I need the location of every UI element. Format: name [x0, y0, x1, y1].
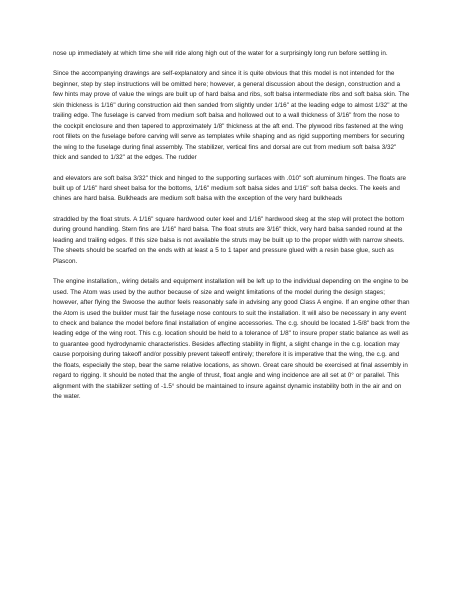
paragraph-float-struts: straddled by the float struts. A 1/16" square hardwood outer keel and 1/16" hardwood skeg at the step will protect the bottom during ground handling. Stern fins are 1/16" hard balsa. The float struts are 3/16" thick, very hard balsa sanded round at the leading and trailing edges. If this size balsa is not available the struts may be built up to the proper width with narrow sheets. The sheets should be scarfed on the ends with at least a 5 to 1 taper and pressure glued with a resin base glue, such as Plascon. [53, 215, 405, 265]
document-page [53, 49, 410, 403]
paragraph-construction-overview: Since the accompanying drawings are self-explanatory and since it is quite obvious that this model is not intended for the beginner, step by step instructions will be omitted here; however, a general discussion about the design, construction and a few hints may prove of value the wings are built up of hard balsa and ribs, soft balsa intermediate ribs and soft balsa skin. The skin thickness is 1/16" during construction aid then sanded from slightly under 1/16" at the leading edge to almost 1/32" at the trailing edge. The fuselage is carved from medium soft balsa and hollowed out to a wall thickness of 3/16" from the nose to the cockpit enclosure and then tapered to approximately 1/8" thickness at the aft end. The plywood ribs fastened at the wing root fillets on the fuselage before carving will serve as templates while shaping and as rigid supporting members for securing the wing to the fuselage during final assembly. The stabilizer, vertical fins and dorsal are cut from medium soft balsa 3/32" thick and sanded to 1/32" at the edges. The rudder [53, 70, 410, 162]
paragraph-engine-installation: The engine installation,, wiring details and equipment installation will be left up to the individual depending on the engine to be used. The Atom was used by the author because of size and weight limitations of the model during the design stages; however, after flying the Swoose the author feels reasonably safe in advising any good Class A engine. If an engine other than the Atom is used the builder must fair the fuselage nose contours to suit the installation. It will also be necessary in any event to check and balance the model before final installation of engine accessories. The c.g. should be located 1-5/8" back from the leading edge of the wing root. This c.g. location should be held to a tolerance of 1/8" to insure proper static balance as well as to guarantee good hydrodynamic characteristics. Besides affecting stability in flight, a slight change in the c.g. location may cause porpoising during takeoff and/or possibly prevent takeoff entirely; therefore it is imperative that the wing, the c.g. and the floats, especially the step, bear the same relative locations, as shown. Great care should be exercised at final assembly in regard to rigging. It should be noted that the angle of thrust, float angle and wing incidence are all set at 0° or parallel. This alignment with the stabilizer setting of -1.5° should be maintained to insure against dynamic instability both in the air and on the water. [53, 278, 410, 401]
paragraph-elevators-floats: and elevators are soft balsa 3/32" thick and hinged to the supporting surfaces with .010" soft aluminum hinges. The floats are built up of 1/16" hard sheet balsa for the bottoms, 1/16" medium soft balsa sides and 1/16" soft balsa decks. The keels and chines are hard balsa. Bulkheads are medium soft balsa with the exception of the very hard bulkheads [53, 174, 406, 203]
paragraph-continuation: nose up immediately at which time she will ride along high out of the water for a surprisingly long run before settling in. [53, 50, 388, 57]
